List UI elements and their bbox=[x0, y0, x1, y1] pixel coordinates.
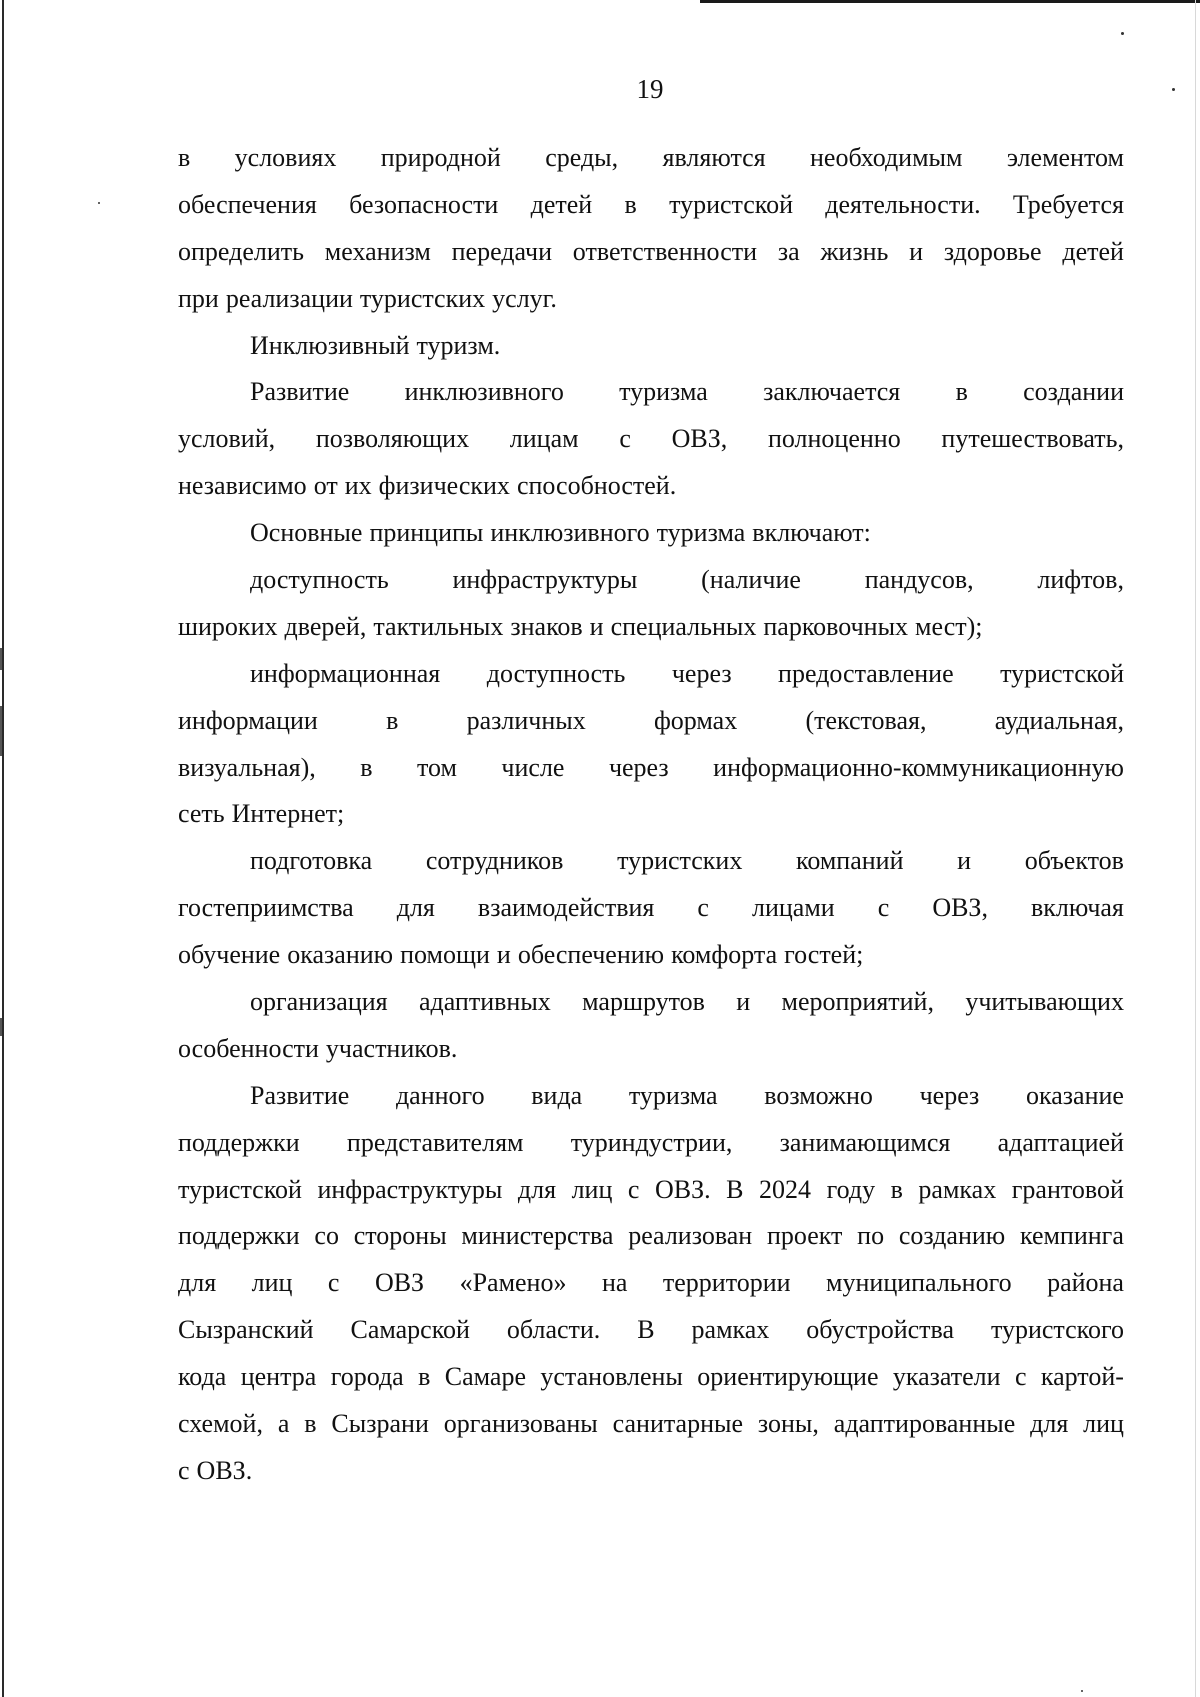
text-word: Основные bbox=[250, 518, 363, 548]
scan-right-edge bbox=[1195, 0, 1196, 1697]
text-word: территории bbox=[662, 1268, 791, 1298]
text-word: города bbox=[330, 1362, 404, 1392]
text-word: рамках bbox=[691, 1315, 770, 1345]
text-word: района bbox=[1047, 1268, 1124, 1298]
text-word: Развитие bbox=[250, 1080, 350, 1110]
text-word: передачи bbox=[451, 236, 552, 266]
text-word: картой- bbox=[1040, 1362, 1124, 1392]
text-line bbox=[178, 1213, 1124, 1260]
text-word: заключается bbox=[763, 377, 901, 407]
text-word: Интернет; bbox=[231, 799, 345, 829]
text-line bbox=[178, 932, 1124, 979]
text-word: особенности bbox=[178, 1033, 319, 1063]
text-line bbox=[178, 885, 1124, 932]
text-word: взаимодействия bbox=[477, 893, 655, 923]
text-word: определить bbox=[178, 236, 304, 266]
text-word: в bbox=[624, 189, 637, 219]
text-line bbox=[178, 651, 1124, 698]
text-word: путешествовать, bbox=[941, 424, 1124, 454]
text-word: туризма bbox=[656, 518, 746, 548]
text-word: сотрудников bbox=[425, 846, 564, 876]
text-line bbox=[178, 323, 1124, 370]
text-word: помощи bbox=[400, 940, 490, 970]
text-word: «Рамено» bbox=[459, 1268, 567, 1298]
text-word: Развитие bbox=[250, 377, 350, 407]
text-word: Самарской bbox=[350, 1315, 470, 1345]
scan-speck bbox=[1081, 1690, 1083, 1692]
text-word: реализован bbox=[628, 1221, 753, 1251]
text-word: широких bbox=[178, 611, 278, 641]
text-word: для bbox=[1030, 1409, 1069, 1439]
text-word: и bbox=[957, 846, 972, 876]
text-word: туристской bbox=[669, 189, 793, 219]
text-line bbox=[178, 838, 1124, 885]
text-word: создании bbox=[1023, 377, 1124, 407]
text-word: со bbox=[314, 1221, 339, 1251]
text-word: в bbox=[955, 377, 968, 407]
text-word: ориентирующие bbox=[697, 1362, 879, 1392]
text-line bbox=[178, 1448, 1124, 1495]
text-word: учитывающих bbox=[965, 987, 1124, 1017]
text-word: туристских bbox=[617, 846, 743, 876]
text-word: пандусов, bbox=[864, 565, 974, 595]
text-word: туризма bbox=[628, 1080, 718, 1110]
text-word: лиц bbox=[571, 1174, 613, 1204]
text-word: являются bbox=[662, 143, 766, 172]
text-line bbox=[178, 1307, 1124, 1354]
text-word: обустройства bbox=[806, 1315, 954, 1345]
text-word: гостеприимства bbox=[178, 893, 354, 923]
text-word: Сызрани bbox=[331, 1409, 429, 1439]
text-word: обеспечения bbox=[178, 189, 317, 219]
text-word: ОВЗ. bbox=[654, 1174, 711, 1204]
text-word: (наличие bbox=[701, 565, 801, 595]
text-word: среды, bbox=[545, 143, 619, 172]
text-word: элементом bbox=[1006, 143, 1124, 172]
text-word: с bbox=[627, 1174, 640, 1204]
text-word: в bbox=[890, 1174, 903, 1204]
text-word: году bbox=[826, 1174, 876, 1204]
scan-margin-mark bbox=[0, 1018, 2, 1036]
text-line bbox=[178, 1026, 1124, 1073]
text-word: с bbox=[697, 893, 709, 923]
text-word: мероприятий, bbox=[781, 987, 934, 1017]
text-word: на bbox=[601, 1268, 628, 1298]
text-line bbox=[178, 510, 1124, 557]
text-word: безопасности bbox=[349, 189, 499, 219]
text-word: по bbox=[857, 1221, 885, 1251]
text-word: информации bbox=[178, 705, 318, 735]
text-word: за bbox=[777, 236, 800, 266]
text-word: информационно-коммуникационную bbox=[713, 752, 1124, 782]
text-word: рамках bbox=[918, 1174, 997, 1204]
text-word: организованы bbox=[443, 1409, 598, 1439]
text-word: данного bbox=[395, 1080, 485, 1110]
text-word: вида bbox=[531, 1080, 583, 1110]
text-word: министерства bbox=[461, 1221, 614, 1251]
text-word: реализации bbox=[225, 283, 353, 313]
text-word: поддержки bbox=[178, 1221, 300, 1251]
scan-speck bbox=[98, 202, 100, 204]
text-word: принципы bbox=[369, 518, 484, 548]
text-word: в bbox=[178, 143, 191, 172]
text-word: поддержки bbox=[178, 1127, 300, 1157]
text-word: с bbox=[327, 1268, 340, 1298]
text-word: адаптивных bbox=[418, 987, 551, 1017]
text-word: ОВЗ, bbox=[932, 893, 988, 923]
text-line bbox=[178, 135, 1124, 182]
text-word: инфраструктуры bbox=[452, 565, 638, 595]
text-word: различных bbox=[466, 705, 586, 735]
scan-top-edge bbox=[700, 0, 1200, 3]
text-word: инклюзивного bbox=[404, 377, 564, 407]
text-word: позволяющих bbox=[315, 424, 470, 454]
text-word: инфраструктуры bbox=[317, 1174, 503, 1204]
text-line bbox=[178, 1354, 1124, 1401]
text-word: в bbox=[418, 1362, 431, 1392]
text-word: адаптированные bbox=[833, 1409, 1016, 1439]
text-word: туризм. bbox=[416, 330, 501, 360]
body-text bbox=[178, 135, 1124, 1495]
text-word: занимающимся bbox=[779, 1127, 951, 1157]
text-word: санитарные bbox=[612, 1409, 744, 1439]
text-word: области. bbox=[506, 1315, 601, 1345]
text-word: физических bbox=[378, 471, 510, 501]
text-word: адаптацией bbox=[997, 1127, 1124, 1157]
text-word: ответственности bbox=[572, 236, 758, 266]
page-number: 19 bbox=[636, 74, 664, 104]
text-word: независимо bbox=[178, 471, 307, 501]
text-word: информационная bbox=[250, 658, 441, 688]
text-word: от bbox=[313, 471, 338, 501]
text-word: с bbox=[178, 1455, 190, 1485]
text-line bbox=[178, 463, 1124, 510]
text-word: через bbox=[608, 752, 669, 782]
text-word: схемой, bbox=[178, 1409, 263, 1439]
text-word: для bbox=[396, 893, 435, 923]
text-word: лифтов, bbox=[1037, 565, 1124, 595]
text-line bbox=[178, 416, 1124, 463]
text-line bbox=[178, 1401, 1124, 1448]
text-word: объектов bbox=[1024, 846, 1124, 876]
text-word: детей bbox=[530, 189, 593, 219]
text-word: муниципального bbox=[826, 1268, 1012, 1298]
text-word: комфорта bbox=[671, 940, 778, 970]
text-word: мест); bbox=[915, 611, 983, 641]
text-word: В bbox=[726, 1174, 744, 1204]
text-word: туризма bbox=[619, 377, 708, 407]
text-word: зоны, bbox=[757, 1409, 819, 1439]
text-word: деятельности. bbox=[825, 189, 981, 219]
text-word: участников. bbox=[325, 1033, 458, 1063]
text-word: и bbox=[736, 987, 751, 1017]
text-word: и bbox=[909, 236, 924, 266]
text-word: обучение bbox=[178, 940, 281, 970]
text-word: кода bbox=[178, 1362, 227, 1392]
text-line bbox=[178, 745, 1124, 792]
text-word: через bbox=[919, 1080, 980, 1110]
text-line bbox=[178, 698, 1124, 745]
text-word: детей bbox=[1062, 236, 1124, 266]
text-word: с bbox=[619, 424, 631, 454]
text-word: условиях bbox=[234, 143, 337, 172]
text-word: стороны bbox=[353, 1221, 447, 1251]
text-word: ОВЗ, bbox=[671, 424, 728, 454]
text-word: обеспечению bbox=[517, 940, 665, 970]
text-word: оказание bbox=[1026, 1080, 1124, 1110]
text-word: лицам bbox=[509, 424, 579, 454]
text-word: возможно bbox=[764, 1080, 873, 1110]
text-word: с bbox=[877, 893, 890, 923]
text-word: способностей. bbox=[516, 471, 677, 501]
text-word: а bbox=[277, 1409, 290, 1439]
text-word: центра bbox=[240, 1362, 317, 1392]
text-word: туристского bbox=[990, 1315, 1124, 1345]
text-word: ОВЗ bbox=[374, 1268, 425, 1298]
text-word: включают: bbox=[752, 518, 871, 548]
text-word: сеть bbox=[178, 799, 225, 829]
text-word: компаний bbox=[796, 846, 904, 876]
text-word: Требуется bbox=[1012, 189, 1124, 219]
text-word: аудиальная, bbox=[994, 705, 1124, 735]
text-word: подготовка bbox=[250, 846, 373, 876]
text-word: ОВЗ. bbox=[196, 1455, 253, 1485]
text-word: для bbox=[178, 1268, 217, 1298]
text-word: указатели bbox=[892, 1362, 1001, 1392]
text-word: и bbox=[589, 611, 604, 641]
text-word: маршрутов bbox=[582, 987, 705, 1017]
text-word: тактильных bbox=[373, 611, 504, 641]
text-word: гостей; bbox=[784, 940, 864, 970]
text-word: через bbox=[671, 658, 732, 688]
text-word: парковочных bbox=[763, 611, 909, 641]
text-line bbox=[178, 979, 1124, 1026]
scan-margin-mark bbox=[0, 648, 2, 670]
text-word: с bbox=[1014, 1362, 1027, 1392]
text-word: В bbox=[637, 1315, 655, 1345]
text-word: созданию bbox=[898, 1221, 1006, 1251]
text-word: включая bbox=[1031, 893, 1124, 923]
text-word: механизм bbox=[324, 236, 431, 266]
text-word: грантовой bbox=[1011, 1174, 1124, 1204]
text-line bbox=[178, 1073, 1124, 1120]
text-word: Самаре bbox=[444, 1362, 527, 1392]
text-word: туриндустрии, bbox=[570, 1127, 733, 1157]
text-line bbox=[178, 182, 1124, 229]
text-word: проект bbox=[766, 1221, 843, 1251]
text-line bbox=[178, 276, 1124, 323]
text-word: Инклюзивный bbox=[250, 330, 410, 360]
text-line bbox=[178, 557, 1124, 604]
text-word: природной bbox=[380, 143, 501, 172]
text-word: при bbox=[178, 283, 219, 313]
text-word: для bbox=[517, 1174, 557, 1204]
text-word: том bbox=[416, 752, 457, 782]
text-word: доступность bbox=[486, 658, 626, 688]
text-word: визуальная), bbox=[178, 752, 316, 782]
text-word: лиц bbox=[251, 1268, 293, 1298]
text-word: необходимым bbox=[810, 143, 963, 172]
text-line bbox=[178, 1120, 1124, 1167]
text-line bbox=[178, 229, 1124, 276]
text-word: туристской bbox=[178, 1174, 302, 1204]
text-word: (текстовая, bbox=[805, 705, 927, 735]
text-word: лиц bbox=[1083, 1409, 1124, 1439]
text-word: формах bbox=[653, 705, 738, 735]
text-line bbox=[178, 1167, 1124, 1214]
text-word: лицами bbox=[751, 893, 835, 923]
text-word: знаков bbox=[510, 611, 583, 641]
text-line bbox=[178, 1260, 1124, 1307]
text-word: кемпинга bbox=[1019, 1221, 1124, 1251]
text-word: Сызранский bbox=[178, 1315, 314, 1345]
text-word: в bbox=[386, 705, 399, 735]
text-word: полноценно bbox=[767, 424, 901, 454]
text-word: здоровье bbox=[943, 236, 1042, 266]
text-word: доступность bbox=[250, 565, 389, 595]
scan-margin-mark bbox=[0, 706, 2, 756]
text-line bbox=[178, 369, 1124, 416]
scan-left-edge bbox=[2, 0, 4, 1697]
text-word: установлены bbox=[540, 1362, 683, 1392]
text-word: в bbox=[304, 1409, 317, 1439]
text-word: 2024 bbox=[759, 1174, 812, 1204]
text-word: туристских bbox=[359, 283, 486, 313]
text-word: дверей, bbox=[284, 611, 367, 641]
text-word: в bbox=[360, 752, 373, 782]
scan-speck bbox=[1121, 32, 1124, 35]
text-word: представителям bbox=[346, 1127, 524, 1157]
text-word: предоставление bbox=[778, 658, 954, 688]
text-word: инклюзивного bbox=[490, 518, 650, 548]
text-line bbox=[178, 791, 1124, 838]
text-word: специальных bbox=[610, 611, 757, 641]
text-word: оказанию bbox=[287, 940, 394, 970]
text-word: их bbox=[344, 471, 372, 501]
text-word: числе bbox=[501, 752, 565, 782]
text-word: организация bbox=[250, 987, 388, 1017]
text-word: услуг. bbox=[492, 283, 557, 313]
text-word: условий, bbox=[178, 424, 276, 454]
text-word: жизнь bbox=[820, 236, 889, 266]
text-word: туристской bbox=[1000, 658, 1124, 688]
text-word: и bbox=[496, 940, 511, 970]
text-line bbox=[178, 604, 1124, 651]
